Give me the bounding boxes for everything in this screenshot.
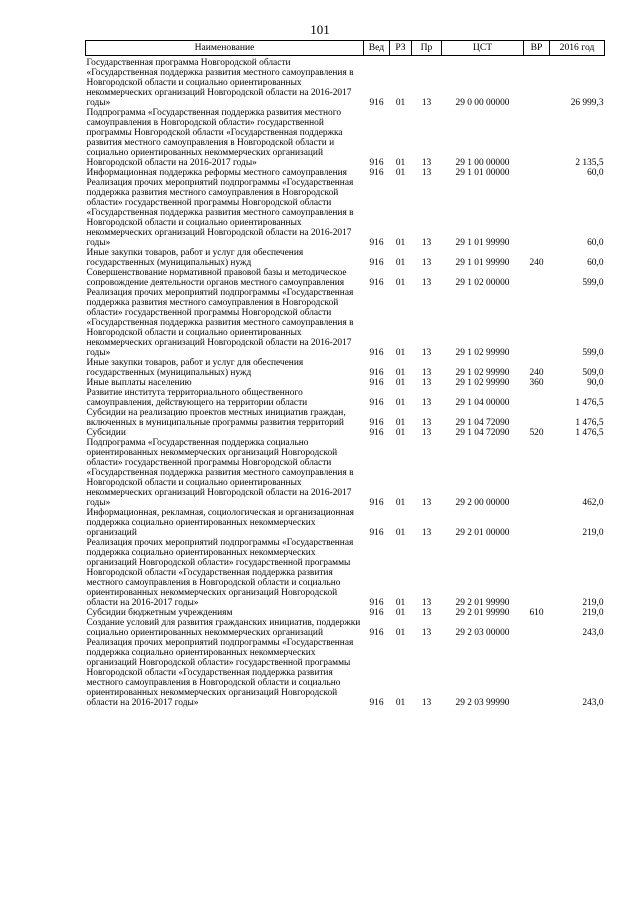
cell-ved: 916 xyxy=(369,418,384,428)
cell-ved: 916 xyxy=(369,598,384,608)
cell-cst: 29 1 02 99990 xyxy=(455,368,510,378)
header-rz: РЗ xyxy=(390,41,412,56)
cell-amount: 2 135,5 xyxy=(575,158,604,168)
table-header-row xyxy=(86,41,605,56)
cell-pr: 13 xyxy=(421,418,432,428)
cell-amount: 599,0 xyxy=(582,278,604,288)
cell-pr: 13 xyxy=(421,698,432,708)
cell-name: Государственная программа Новгородской области «Государственная поддержка развития местного самоуправления в Новгородской области и социально ориентированных некоммерческих организаций Новгородской области на 2016-2017 годы» xyxy=(86,58,354,108)
cell-name: Субсидии на реализацию проектов местных инициатив граждан, включенных в муниципальные программы развития территорий xyxy=(86,408,346,428)
cell-ved: 916 xyxy=(369,698,384,708)
cell-rz: 01 xyxy=(395,628,406,638)
cell-amount: 60,0 xyxy=(587,258,604,268)
cell-vr xyxy=(524,178,550,248)
cell-pr: 13 xyxy=(421,258,432,268)
cell-pr: 13 xyxy=(421,628,432,638)
cell-vr xyxy=(524,56,550,109)
cell-pr: 13 xyxy=(421,98,432,108)
cell-cst: 29 1 02 00000 xyxy=(455,278,510,288)
table-row xyxy=(86,108,605,168)
cell-amount: 90,0 xyxy=(587,378,604,388)
cell-pr: 13 xyxy=(421,528,432,538)
cell-ved: 916 xyxy=(369,398,384,408)
cell-amount: 1 476,5 xyxy=(575,428,604,438)
cell-name: Развитие института территориального общественного самоуправления, действующего на территории области xyxy=(86,388,308,408)
table-row xyxy=(86,608,605,618)
cell-vr xyxy=(524,268,550,288)
cell-rz: 01 xyxy=(395,98,406,108)
table-row xyxy=(86,56,605,109)
cell-amount: 509,0 xyxy=(582,368,604,378)
cell-cst: 29 2 03 00000 xyxy=(455,628,510,638)
cell-name: Информационная, рекламная, социологическая и организационная поддержка социально ориентированных некоммерческих организаций xyxy=(86,508,354,538)
cell-cst: 29 0 00 00000 xyxy=(455,98,510,108)
cell-amount: 243,0 xyxy=(582,628,604,638)
cell-rz: 01 xyxy=(395,698,406,708)
cell-pr: 13 xyxy=(421,378,432,388)
cell-cst: 29 2 01 99990 xyxy=(455,608,510,618)
cell-pr: 13 xyxy=(421,348,432,358)
cell-vr: 240 xyxy=(529,368,544,378)
header-year: 2016 год xyxy=(550,41,605,56)
cell-amount: 26 999,3 xyxy=(570,98,604,108)
cell-name: Создание условий для развития гражданских инициатив, поддержки социально ориентированных некоммерческих организаций xyxy=(86,618,361,638)
cell-rz: 01 xyxy=(395,258,406,268)
cell-rz: 01 xyxy=(395,168,406,178)
cell-amount: 60,0 xyxy=(587,168,604,178)
header-name: Наименование xyxy=(86,41,364,56)
cell-pr: 13 xyxy=(421,398,432,408)
cell-amount: 219,0 xyxy=(582,608,604,618)
cell-rz: 01 xyxy=(395,598,406,608)
cell-ved: 916 xyxy=(369,348,384,358)
table-row xyxy=(86,358,605,378)
cell-ved: 916 xyxy=(369,258,384,268)
cell-cst: 29 2 01 00000 xyxy=(455,528,510,538)
cell-rz: 01 xyxy=(395,378,406,388)
cell-name: Субсидии xyxy=(86,428,126,438)
cell-amount: 243,0 xyxy=(582,698,604,708)
cell-vr: 240 xyxy=(529,258,544,268)
cell-name: Совершенствование нормативной правовой базы и методическое сопровождение деятельности органов местного самоуправления xyxy=(86,268,347,288)
cell-pr: 13 xyxy=(421,168,432,178)
cell-pr: 13 xyxy=(421,278,432,288)
cell-amount: 599,0 xyxy=(582,348,604,358)
cell-amount: 219,0 xyxy=(582,528,604,538)
cell-vr xyxy=(524,168,550,178)
cell-ved: 916 xyxy=(369,528,384,538)
cell-vr: 360 xyxy=(529,378,544,388)
cell-ved: 916 xyxy=(369,608,384,618)
cell-amount: 462,0 xyxy=(582,498,604,508)
cell-pr: 13 xyxy=(421,428,432,438)
cell-name: Субсидии бюджетным учреждениям xyxy=(86,608,233,618)
cell-ved: 916 xyxy=(369,428,384,438)
page-number: 101 xyxy=(310,22,330,37)
cell-name: Подпрограмма «Государственная поддержка социально ориентированных некоммерческих организаций Новгородской области» государственной программы Новгородской области «Государственная поддержка развития местного самоуправления в Новгородской области и социально ориентированных некоммерческих организаций Новгородской области на 2016-2017 годы» xyxy=(86,438,354,508)
cell-ved: 916 xyxy=(369,158,384,168)
cell-ved: 916 xyxy=(369,628,384,638)
cell-cst: 29 1 02 99990 xyxy=(455,348,510,358)
cell-rz: 01 xyxy=(395,498,406,508)
cell-rz: 01 xyxy=(395,428,406,438)
cell-cst: 29 1 04 72090 xyxy=(455,418,510,428)
cell-name: Информационная поддержка реформы местного самоуправления xyxy=(86,168,347,178)
cell-vr: 610 xyxy=(529,608,544,618)
cell-pr: 13 xyxy=(421,598,432,608)
cell-pr: 13 xyxy=(421,158,432,168)
cell-name: Иные выплаты населению xyxy=(86,378,192,388)
table-row xyxy=(86,248,605,268)
cell-pr: 13 xyxy=(421,498,432,508)
cell-vr xyxy=(524,538,550,608)
cell-name: Подпрограмма «Государственная поддержка развития местного самоуправления в Новгородской области» государственной программы Новгородской области «Государственная поддержка развития местного самоуправления в Новгородской области и социально ориентированных некоммерческих организаций Новгородской области на 2016-2017 годы» xyxy=(86,108,343,168)
cell-name: Реализация прочих мероприятий подпрограммы «Государственная поддержка социально ориентированных некоммерческих организаций Новгородской области» государственной программы Новгородской области «Государственная поддержка развития местного самоуправления в Новгородской области и социально ориентированных некоммерческих организаций Новгородской области на 2016-2017 годы» xyxy=(86,538,354,608)
header-cst: ЦСТ xyxy=(442,41,524,56)
cell-cst: 29 2 01 99990 xyxy=(455,598,510,608)
cell-pr: 13 xyxy=(421,238,432,248)
table-row xyxy=(86,408,605,428)
cell-cst: 29 1 04 72090 xyxy=(455,428,510,438)
table-row xyxy=(86,168,605,178)
cell-name: Иные закупки товаров, работ и услуг для обеспечения государственных (муниципальных) нужд xyxy=(86,358,304,378)
table-row xyxy=(86,178,605,248)
cell-vr xyxy=(524,408,550,428)
cell-amount: 60,0 xyxy=(587,238,604,248)
cell-ved: 916 xyxy=(369,368,384,378)
cell-cst: 29 1 00 00000 xyxy=(455,158,510,168)
cell-cst: 29 1 01 99990 xyxy=(455,258,510,268)
table-row xyxy=(86,388,605,408)
cell-ved: 916 xyxy=(369,238,384,248)
cell-ved: 916 xyxy=(369,98,384,108)
cell-rz: 01 xyxy=(395,238,406,248)
cell-rz: 01 xyxy=(395,608,406,618)
cell-pr: 13 xyxy=(421,608,432,618)
cell-cst: 29 1 02 99990 xyxy=(455,378,510,388)
cell-vr xyxy=(524,508,550,538)
cell-rz: 01 xyxy=(395,418,406,428)
table-row xyxy=(86,288,605,358)
cell-ved: 916 xyxy=(369,378,384,388)
cell-rz: 01 xyxy=(395,158,406,168)
cell-rz: 01 xyxy=(395,348,406,358)
table-row xyxy=(86,538,605,608)
cell-vr xyxy=(524,288,550,358)
table-body xyxy=(86,56,605,709)
cell-vr xyxy=(524,388,550,408)
cell-amount: 219,0 xyxy=(582,598,604,608)
cell-name: Реализация прочих мероприятий подпрограммы «Государственная поддержка социально ориентированных некоммерческих организаций Новгородской области» государственной программы Новгородской области «Государственная поддержка развития местного самоуправления в Новгородской области и социально ориентированных некоммерческих организаций Новгородской области на 2016-2017 годы» xyxy=(86,638,354,708)
table-row xyxy=(86,438,605,508)
table-row xyxy=(86,618,605,638)
cell-cst: 29 1 01 99990 xyxy=(455,238,510,248)
cell-cst: 29 1 04 00000 xyxy=(455,398,510,408)
cell-name: Иные закупки товаров, работ и услуг для обеспечения государственных (муниципальных) нужд xyxy=(86,248,304,268)
header-ved: Вед xyxy=(364,41,390,56)
cell-ved: 916 xyxy=(369,278,384,288)
table-row xyxy=(86,508,605,538)
cell-name: Реализация прочих мероприятий подпрограммы «Государственная поддержка развития местного самоуправления в Новгородской области» государственной программы Новгородской области «Государственная поддержка развития местного самоуправления в Новгородской области и социально ориентированных некоммерческих организаций Новгородской области на 2016-2017 годы» xyxy=(86,288,354,358)
cell-vr xyxy=(524,438,550,508)
cell-rz: 01 xyxy=(395,398,406,408)
budget-table xyxy=(85,40,605,708)
cell-rz: 01 xyxy=(395,368,406,378)
cell-vr xyxy=(524,638,550,708)
header-vr: ВР xyxy=(524,41,550,56)
cell-cst: 29 2 03 99990 xyxy=(455,698,510,708)
table-row xyxy=(86,378,605,388)
cell-cst: 29 2 00 00000 xyxy=(455,498,510,508)
cell-ved: 916 xyxy=(369,498,384,508)
cell-cst: 29 1 01 00000 xyxy=(455,168,510,178)
table-row xyxy=(86,638,605,708)
cell-pr: 13 xyxy=(421,368,432,378)
cell-rz: 01 xyxy=(395,528,406,538)
cell-amount: 1 476,5 xyxy=(575,398,604,408)
cell-rz: 01 xyxy=(395,278,406,288)
table-row xyxy=(86,268,605,288)
cell-vr: 520 xyxy=(529,428,544,438)
cell-ved: 916 xyxy=(369,168,384,178)
cell-name: Реализация прочих мероприятий подпрограммы «Государственная поддержка развития местного самоуправления в Новгородской области» государственной программы Новгородской области «Государственная поддержка развития местного самоуправления в Новгородской области и социально ориентированных некоммерческих организаций Новгородской области на 2016-2017 годы» xyxy=(86,178,354,248)
cell-amount: 1 476,5 xyxy=(575,418,604,428)
cell-vr xyxy=(524,618,550,638)
header-pr: Пр xyxy=(412,41,442,56)
cell-vr xyxy=(524,108,550,168)
table-row xyxy=(86,428,605,438)
